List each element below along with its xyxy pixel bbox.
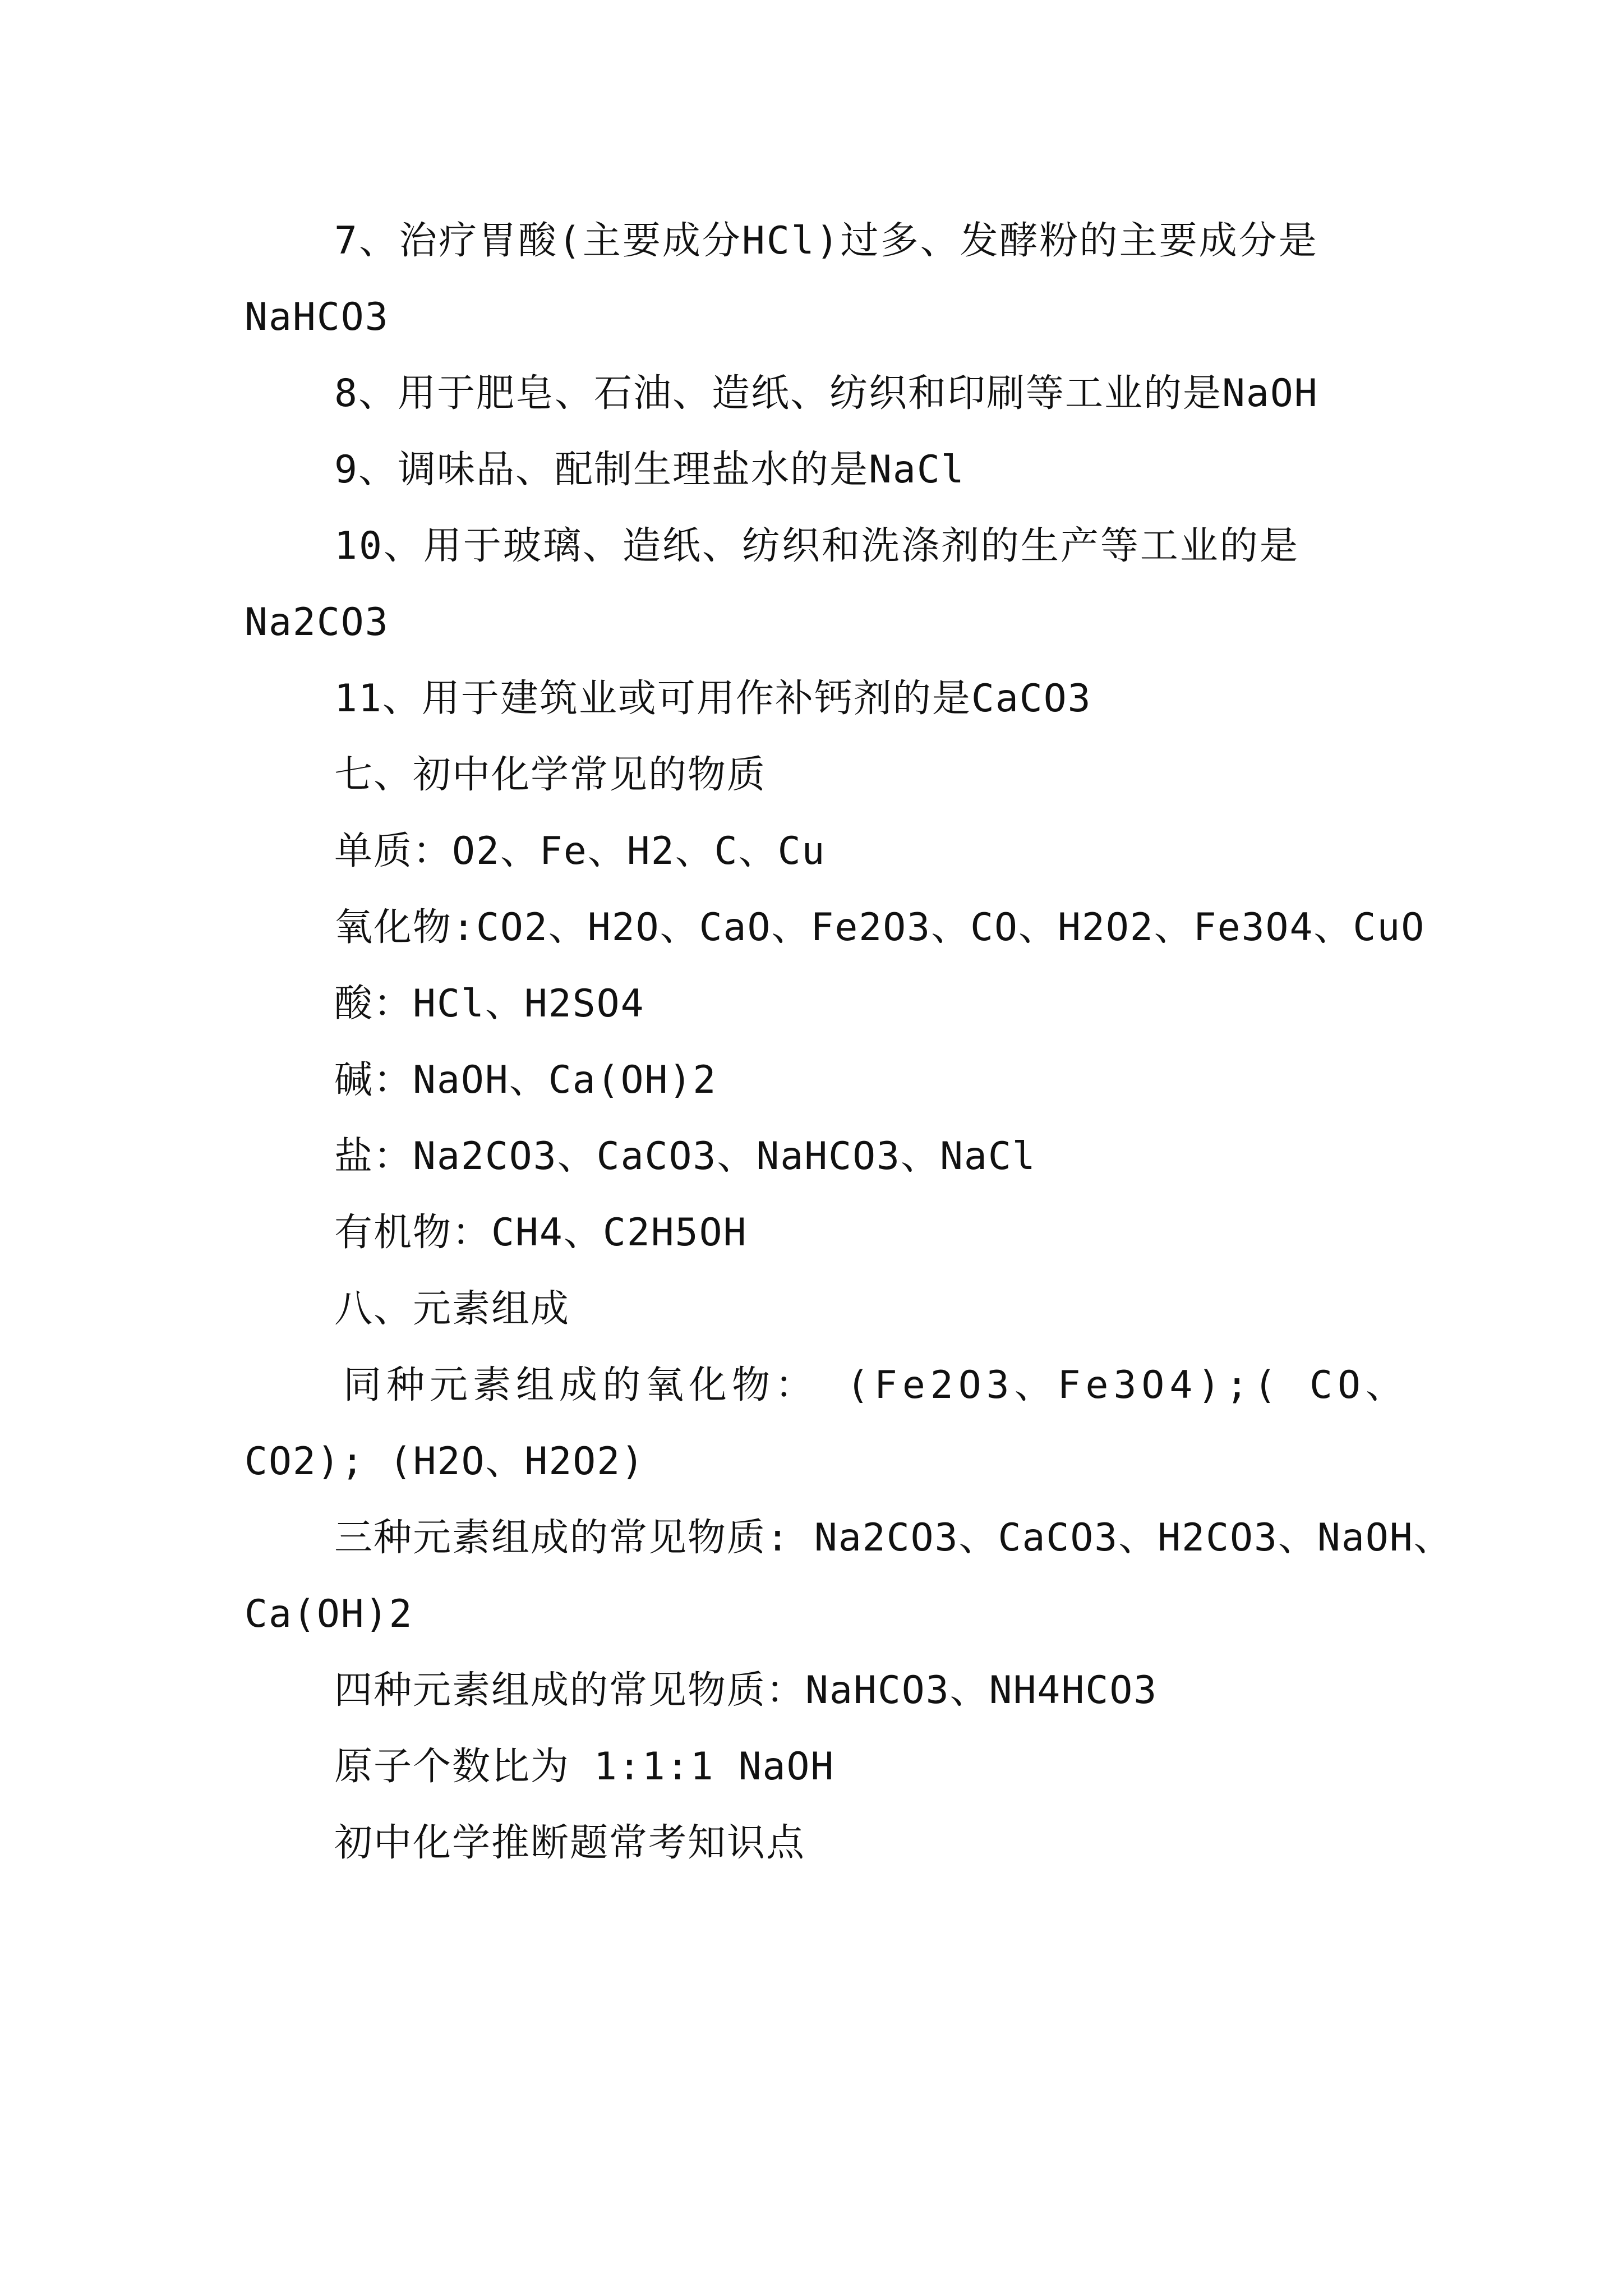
text-line: 7、治疗胃酸(主要成分HCl)过多、发酵粉的主要成分是 (334, 219, 1318, 263)
text-line: 8、用于肥皂、石油、造纸、纺织和印刷等工业的是NaOH (334, 371, 1318, 416)
text-line: 盐：Na2CO3、CaCO3、NaHCO3、NaCl (334, 1134, 1036, 1179)
text-line: 氧化物:CO2、H2O、CaO、Fe2O3、CO、H2O2、Fe3O4、CuO (334, 905, 1426, 950)
section-heading: 七、初中化学常见的物质 (334, 753, 767, 797)
text-line: 9、调味品、配制生理盐水的是NaCl (334, 448, 965, 492)
text-line: 10、用于玻璃、造纸、纺织和洗涤剂的生产等工业的是 (334, 524, 1299, 568)
text-line: 四种元素组成的常见物质：NaHCO3、NH4HCO3 (334, 1668, 1158, 1713)
text-line: 原子个数比为 1:1:1 NaOH (334, 1745, 835, 1789)
text-line: Na2CO3 (245, 600, 389, 645)
text-line: 同种元素组成的氧化物： (Fe2O3、Fe3O4);( CO、 (343, 1363, 1409, 1407)
text-line: NaHCO3 (245, 295, 389, 339)
text-line: 碱：NaOH、Ca(OH)2 (334, 1058, 717, 1102)
text-line: 11、用于建筑业或可用作补钙剂的是CaCO3 (334, 677, 1092, 721)
text-line: 单质：O2、Fe、H2、C、Cu (334, 829, 826, 873)
text-line: CO2); (H2O、H2O2) (245, 1439, 645, 1484)
document-body (245, 203, 1453, 1881)
section-heading: 八、元素组成 (334, 1287, 570, 1331)
text-line: Ca(OH)2 (245, 1592, 413, 1636)
section-heading: 初中化学推断题常考知识点 (334, 1821, 806, 1865)
text-line: 酸：HCl、H2SO4 (334, 982, 645, 1026)
text-line: 三种元素组成的常见物质: Na2CO3、CaCO3、H2CO3、NaOH、 (334, 1516, 1453, 1560)
text-line: 有机物：CH4、C2H5OH (334, 1211, 748, 1255)
